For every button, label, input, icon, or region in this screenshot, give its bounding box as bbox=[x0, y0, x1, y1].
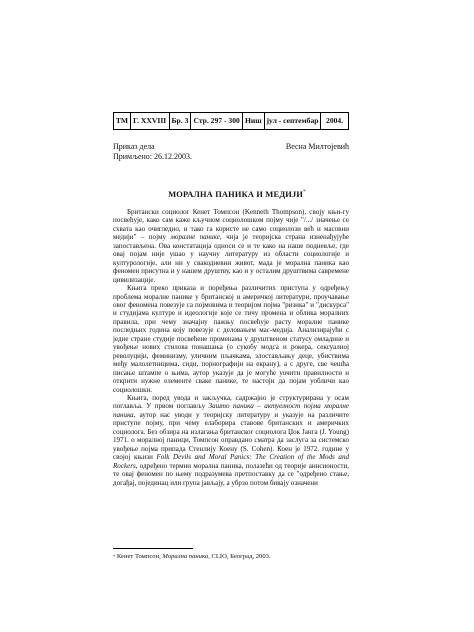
header-cell-volume: Г. XXVIII bbox=[131, 113, 170, 129]
footnote-divider bbox=[113, 548, 193, 549]
text-run: , одређено термин морална паника, полазећи од теорије аннсионости, те овај феномен по њему подразумева претпоставку да се "одређено стање, догађај, појединац или група јављају, а убрзо потом бивају означени bbox=[113, 461, 349, 487]
header-cell-issue: Бр. 3 bbox=[170, 113, 192, 129]
italic-run: Folk Devils and Moral Panics: The Creation of the Mods and Rockers bbox=[113, 453, 349, 470]
author-name: Весна Милтојевић bbox=[285, 142, 349, 151]
body-paragraph bbox=[113, 284, 349, 394]
footnote-text-run: , CLIO, Београд, 2003. bbox=[208, 553, 271, 560]
text-run: Британски социолог Кенет Томпсон (Kenneth Thompson), своју књи-гу посвећује, како сам каже кључном социолошком појму чије "/.../ значење се схвата као очигледно, и тако га користе не само социолози већ и масовни медији" – појму bbox=[113, 208, 349, 242]
text-run: , аутор нас уводи у теоријску литературу и указује на различите приступе појму, при чему елаборира ставове британских и америчких социолога. Без обзира на излагања британског социолога Џок Јанга (J. Young) 1971. о моралној паници, Томпсон оправдано сматра да заслуга за системско увођење појма припада Стенлију Коену (S. Cohen). Коен је 1972. године у својој књизи bbox=[113, 410, 349, 462]
footnote-mark: * bbox=[113, 554, 116, 559]
article-body bbox=[113, 208, 349, 487]
article-title bbox=[0, 190, 474, 199]
footnote-text-run: Кенет Томпсон, bbox=[115, 553, 163, 560]
body-paragraph bbox=[113, 394, 349, 487]
header-cell-journal: ТМ bbox=[114, 113, 131, 129]
text-run: Књига преко приказа и поређења различитих приступа у одређењу проблема моралне панике у британској и америчкој литератури, проучавање овог феномена повезује са појмовима и теоријом појма "ризика" и "дискурса" и студијама културе и идеологије које се тичу промена и облика моралних правила, при чему значајну пажњу посвећује расту моралне панике последњих година коју повезује с деловањем мас-медија. Анализирајући с једне стране студије посвећене променама у друштвеном статусу омладине и увођење нових стилова понашања (о сукобу модса и рокера, сексуалној револуцији, феминизму, уличним пљачкама, злостављању деце, убиствима међу малолетницима, сиди, порнографији на екрану), а с друге, све чешћа писање штампе о њима, аутор указује да је могуће уочити правилности и открити нужне елементе сваке панике, те настоји да појам уобличи као социолошки. bbox=[113, 284, 349, 394]
journal-header-table bbox=[113, 112, 349, 130]
italic-run: Зашто паника – актуелност појма моралне паника bbox=[113, 402, 349, 419]
title-footnote-mark: * bbox=[303, 190, 306, 195]
italic-run: моралне панике bbox=[170, 233, 220, 242]
header-cell-period: јул - септембар bbox=[265, 113, 321, 129]
text-run: Књига, поред увода и закључка, садржајно је структурирана у осам поглавља. У првом поглављу bbox=[113, 393, 349, 411]
received-date: Примљено: 26.12.2003. bbox=[113, 152, 192, 161]
article-title-text: МОРАЛНА ПАНИКА И МЕДИЈИ bbox=[168, 190, 304, 199]
section-label: Приказ дела bbox=[113, 142, 155, 151]
header-cell-pages: Стр. 297 - 300 bbox=[191, 113, 243, 129]
text-run: , чија је теоријска страна изненађујуће запостављена. Ова констатација односи се и те како на наше подневље, где овај појам није ушао у научну литературу из области социологије и културологије, али ни у свакодневни живот, мада је морална паника као феномен присутна и у нашем друштву, као и у осталим друштвима савремене цивилизације. bbox=[113, 233, 349, 284]
header-cell-year: 2004. bbox=[326, 116, 344, 125]
footnote bbox=[113, 553, 349, 561]
footnote-italic-run: Морална паника bbox=[162, 553, 209, 560]
header-cell-city: Ниш bbox=[243, 113, 265, 129]
body-paragraph bbox=[113, 208, 349, 284]
